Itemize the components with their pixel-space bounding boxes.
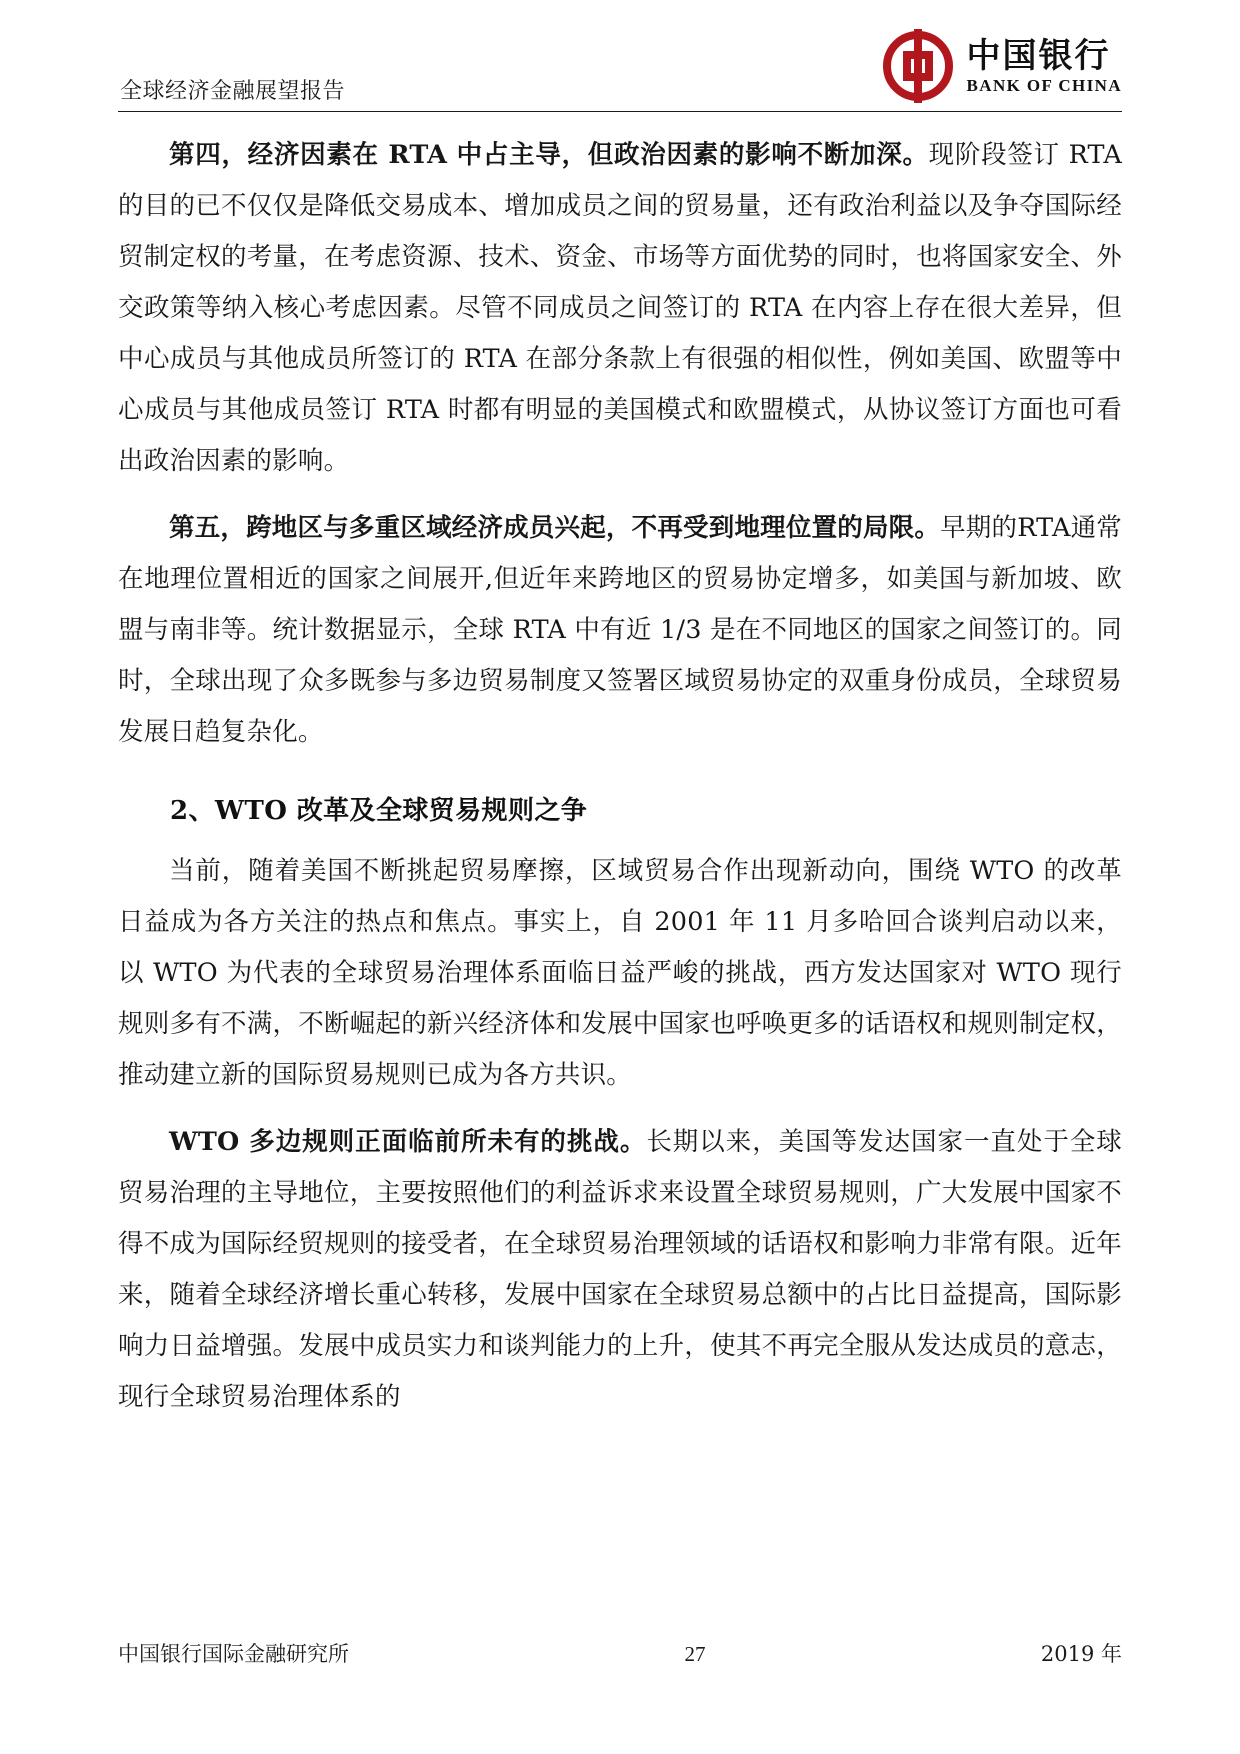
- paragraph-text: 现阶段签订 RTA 的目的已不仅仅是降低交易成本、增加成员之间的贸易量，还有政治利益以及争夺国际经贸制定权的考量，在考虑资源、技术、资金、市场等方面优势的同时，也将国家安全、外交政策等纳入核心考虑因素。尽管不同成员之间签订的 RTA 在内容上存在很大差异，但中心成员与其他成员所签订的 RTA 在部分条款上有很强的相似性，例如美国、欧盟等中心成员与其他成员签订 RTA 时都有明显的美国模式和欧盟模式，从协议签订方面也可看出政治因素的影响。: [118, 140, 1122, 476]
- paragraph-text: 早期的RTA通常在地理位置相近的国家之间展开,但近年来跨地区的贸易协定增多，如美国与新加坡、欧盟与南非等。统计数据显示，全球 RTA 中有近 1/3 是在不同地区的国家之间签订的。同时，全球出现了众多既参与多边贸易制度又签署区域贸易协定的双重身份成员，全球贸易发展日趋复杂化。: [118, 513, 1122, 747]
- section-heading-wto: 2、WTO 改革及全球贸易规则之争: [170, 796, 588, 826]
- paragraph-fourth: [118, 130, 1122, 487]
- page-footer: [118, 1638, 1122, 1668]
- paragraph-text: 当前，随着美国不断挑起贸易摩擦，区域贸易合作出现新动向，围绕 WTO 的改革日益成为各方关注的热点和焦点。事实上，自 2001 年 11 月多哈回合谈判启动以来，以 WTO 为代表的全球贸易治理体系面临日益严峻的挑战，西方发达国家对 WTO 现行规则多有不满，不断崛起的新兴经济体和发展中国家也呼唤更多的话语权和规则制定权，推动建立新的国际贸易规则已成为各方共识。: [118, 856, 1122, 1090]
- paragraph-lead: 第四，经济因素在 RTA 中占主导，但政治因素的影响不断加深。: [169, 140, 929, 170]
- footer-page-number: 27: [684, 1642, 706, 1666]
- paragraph-fifth: [118, 503, 1122, 758]
- paragraph-lead: WTO 多边规则正面临前所未有的挑战。: [169, 1127, 647, 1157]
- document-body: [118, 130, 1122, 1423]
- footer-year: 2019 年: [1040, 1642, 1122, 1666]
- paragraph-wto-intro: [118, 846, 1122, 1101]
- bank-of-china-logo: [883, 26, 1122, 106]
- page-header: [0, 0, 1240, 118]
- logo-wordmark: [966, 35, 1122, 95]
- footer-institution: 中国银行国际金融研究所: [118, 1642, 349, 1666]
- paragraph-lead: 第五，跨地区与多重区域经济成员兴起，不再受到地理位置的局限。: [169, 513, 941, 543]
- paragraph-text: 长期以来，美国等发达国家一直处于全球贸易治理的主导地位，主要按照他们的利益诉求来设置全球贸易规则，广大发展中国家不得不成为国际经贸规则的接受者，在全球贸易治理领域的话语权和影响力非常有限。近年来，随着全球经济增长重心转移，发展中国家在全球贸易总额中的占比日益提高，国际影响力日益增强。发展中成员实力和谈判能力的上升，使其不再完全服从发达成员的意志，现行全球贸易治理体系的: [118, 1127, 1122, 1412]
- page-title: 全球经济金融展望报告: [120, 79, 346, 104]
- boc-emblem-icon: [883, 31, 953, 101]
- logo-english-name: BANK OF CHINA: [966, 75, 1122, 95]
- paragraph-wto-rules: [118, 1117, 1122, 1423]
- header-divider: [118, 111, 1122, 112]
- logo-chinese-name: 中国银行: [966, 35, 1111, 76]
